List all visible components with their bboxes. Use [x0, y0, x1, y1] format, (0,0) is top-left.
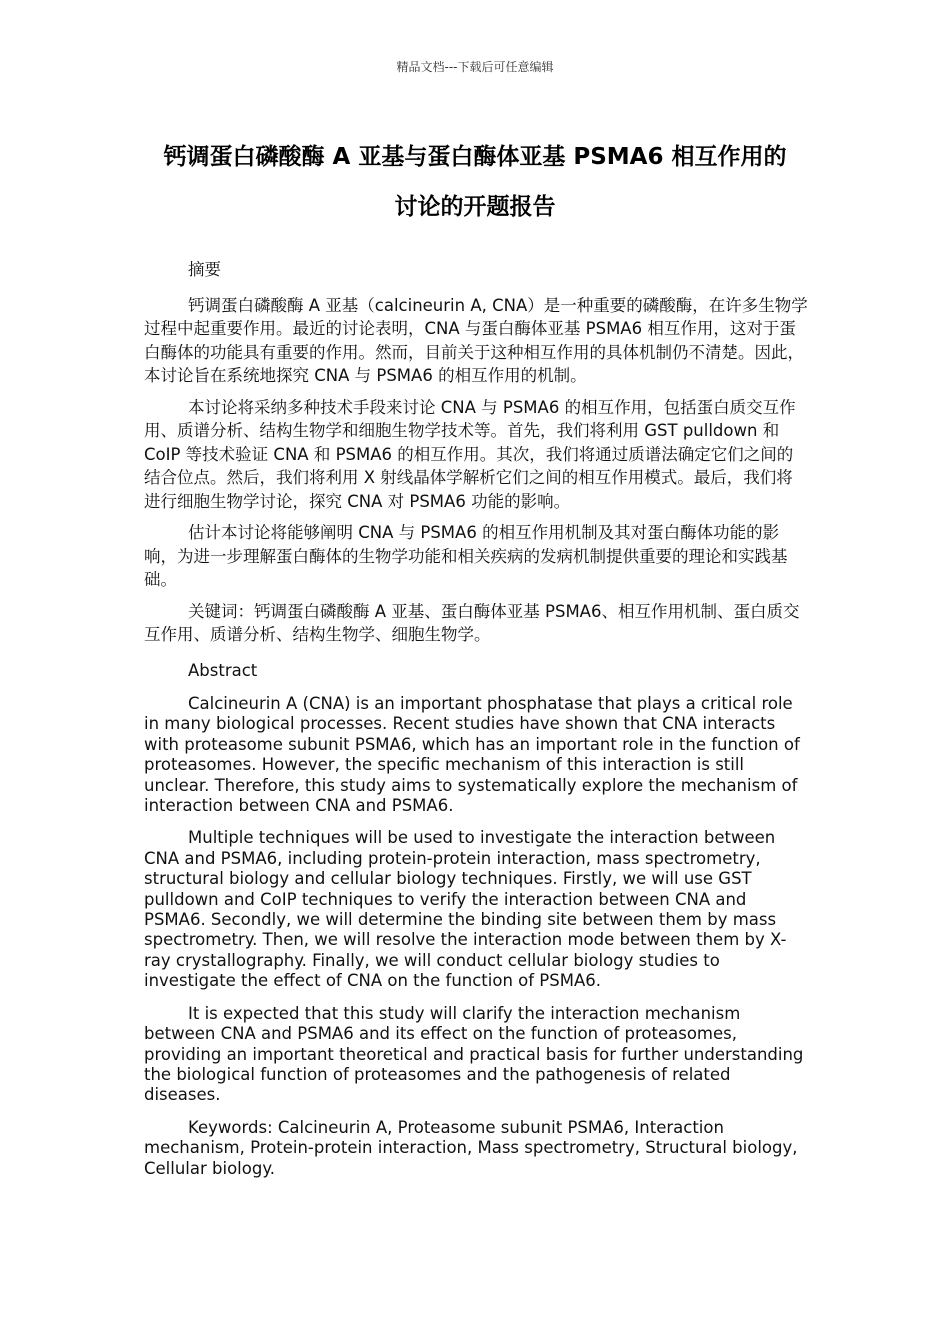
document-title-line-2: 讨论的开题报告: [394, 194, 556, 220]
chinese-keywords: 关键词：钙调蛋白磷酸酶 A 亚基、蛋白酶体亚基 PSMA6、相互作用机制、蛋白质交互作用、质谱分析、结构生物学、细胞生物学。: [144, 601, 800, 644]
chinese-abstract-heading: 摘要: [188, 260, 221, 279]
document-title-line-1: 钙调蛋白磷酸酶 A 亚基与蛋白酶体亚基 PSMA6 相互作用的: [163, 144, 787, 170]
english-keywords: Keywords: Calcineurin A, Proteasome subunit PSMA6, Interaction mechanism, Protein-protein interaction, Mass spectrometry, Structural biology, Cellular biology.: [144, 1117, 798, 1178]
english-abstract-paragraph-3: It is expected that this study will clarify the interaction mechanism between CNA and PSMA6 and its effect on the function of proteasomes, providing an important theoretical and practical basis for further understanding the biological function of proteasomes and the pathogenesis of related diseases.: [144, 1003, 804, 1105]
english-abstract-paragraph-1: Calcineurin A (CNA) is an important phosphatase that plays a critical role in many biological processes. Recent studies have shown that CNA interacts with proteasome subunit PSMA6, which has an important role in the function of proteasomes. However, the specific mechanism of this interaction is still unclear. Therefore, this study aims to systematically explore the mechanism of interaction between CNA and PSMA6.: [144, 694, 800, 816]
chinese-abstract-paragraph-1: 钙调蛋白磷酸酶 A 亚基（calcineurin A, CNA）是一种重要的磷酸酶，在许多生物学过程中起重要作用。最近的讨论表明，CNA 与蛋白酶体亚基 PSMA6 相互作用，这对于蛋白酶体的功能具有重要的作用。然而，目前关于这种相互作用的具体机制仍不清楚。因此，本讨论旨在系统地探究 CNA 与 PSMA6 的相互作用的机制。: [144, 295, 808, 385]
chinese-abstract-paragraph-3: 估计本讨论将能够阐明 CNA 与 PSMA6 的相互作用机制及其对蛋白酶体功能的影响，为进一步理解蛋白酶体的生物学功能和相关疾病的发病机制提供重要的理论和实践基础。: [144, 523, 788, 589]
chinese-abstract-paragraph-2: 本讨论将采纳多种技术手段来讨论 CNA 与 PSMA6 的相互作用，包括蛋白质交互作用、质谱分析、结构生物学和细胞生物学技术等。首先，我们将利用 GST pulldown 和 CoIP 等技术验证 CNA 和 PSMA6 的相互作用。其次，我们将通过质谱法确定它们之间的结合位点。然后，我们将利用 X 射线晶体学解析它们之间的相互作用模式。最后，我们将进行细胞生物学讨论，探究 CNA 对 PSMA6 功能的影响。: [144, 397, 796, 511]
page-header-note: 精品文档---下载后可任意编辑: [396, 60, 554, 74]
document-body: [144, 258, 808, 1179]
english-abstract-heading: Abstract: [188, 660, 258, 680]
english-abstract-paragraph-2: Multiple techniques will be used to investigate the interaction between CNA and PSMA6, including protein-protein interaction, mass spectrometry, structural biology and cellular biology techniques. Firstly, we will use GST pulldown and CoIP techniques to verify the interaction between CNA and PSMA6. Secondly, we will determine the binding site between them by mass spectrometry. Then, we will resolve the interaction mode between them by X-ray crystallography. Finally, we will conduct cellular biology studies to investigate the effect of CNA on the function of PSMA6.: [144, 828, 787, 991]
